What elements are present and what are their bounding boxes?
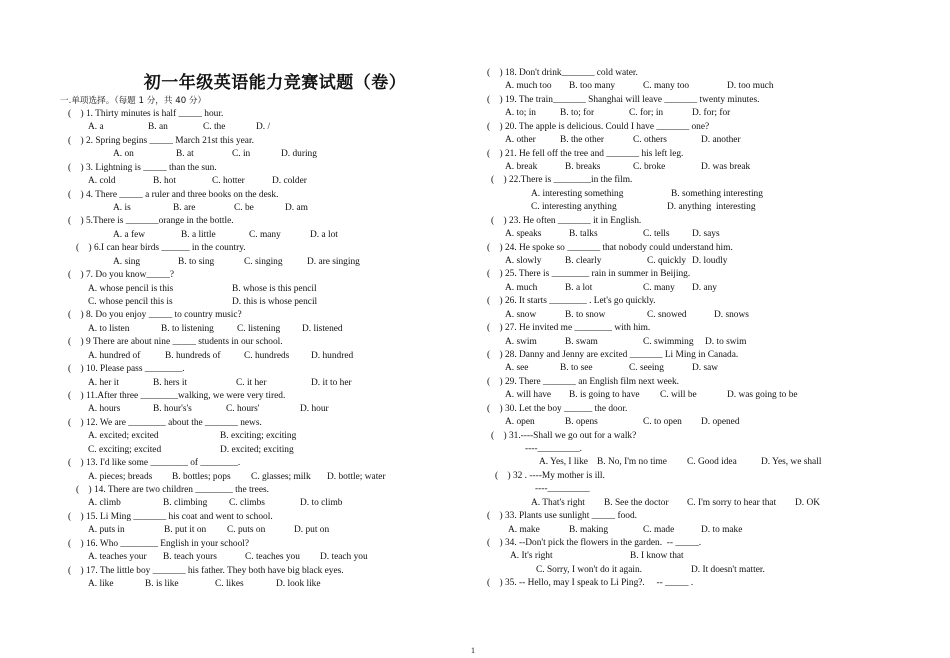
question-text: ( ) 27. He invited me ________ with him. [487,323,651,334]
question-text: ( ) 24. He spoke so _______ that nobody could understand him. [487,242,733,253]
answer-option: A. climb [88,498,121,509]
answer-option: C. hours' [226,404,260,415]
answer-option: B. a little [181,229,216,240]
question-text: ( ) 19. The train_______ Shanghai will leave _______ twenty minutes. [487,94,760,105]
answer-option: D. / [256,122,271,133]
answer-option: B. hundreds of [165,350,221,361]
answer-option: D. during [281,149,317,160]
answer-option: A. to; in [505,108,536,119]
answer-option: A. hundred of [88,350,141,361]
answer-option: D. bottle; water [327,471,386,482]
answer-option: A. a few [113,229,146,240]
question-text: ( ) 15. Li Ming _______ his coat and went to school. [68,511,273,522]
answer-option: C. quickly [647,256,687,267]
answer-option: A. puts in [88,525,125,536]
answer-option: D. am [285,203,308,213]
question-text: ( ) 5.There is _______orange in the bottle. [68,216,234,227]
answer-option: D. says [692,229,720,240]
answer-option: C. interesting anything [531,202,617,213]
question-text: ( ) 9 There are about nine _____ students in our school. [68,337,283,348]
answer-option: C. made [643,524,675,535]
answer-option: D. put on [294,525,330,536]
answer-option: B. is like [145,579,179,590]
question-text: ( ) 20. The apple is delicious. Could I have _______ one? [487,121,710,132]
question-text: ( ) 16. Who ________ English in your school? [68,538,250,549]
answer-option: C. likes [215,579,244,590]
answer-option: A. swim [505,336,537,347]
answer-option: D. Yes, we shall [761,457,822,468]
answer-option: A. slowly [505,256,542,267]
answer-option: D. hundred [311,350,354,361]
answer-option: C. whose pencil this is [88,297,173,308]
question-text: ( ) 25. There is ________ rain in summer in Beijing. [487,269,691,280]
answer-option: C. for; in [629,108,664,119]
answer-option: A. is [113,203,131,213]
answer-option: C. teaches you [245,552,300,563]
answer-option: C. singing [244,256,283,267]
answer-option: C. broke [633,162,666,172]
answer-option: B. clearly [565,256,602,267]
question-text: ( ) 10. Please pass ________. [68,364,185,375]
question-text: ( ) 23. He often _______ it in English. [491,215,642,226]
question-text: ( ) 21. He fell off the tree and _______ his left leg. [487,148,684,159]
answer-option: C. it her [236,377,267,388]
answer-option: B. the other [560,135,605,146]
question-text: ( ) 2. Spring begins _____ March 21st this year. [68,135,254,146]
answer-option: C. in [232,149,251,160]
answer-option: C. many too [643,81,690,92]
answer-option: A. will have [505,390,552,401]
answer-option: B. hot [153,176,176,187]
question-text: ( ) 17. The little boy _______ his father. They both have big black eyes. [68,565,344,576]
answer-option: B. to snow [565,309,606,320]
answer-option: A. Yes, I like [539,457,588,468]
answer-option: D. to climb [300,498,343,509]
question-text: ( ) 30. Let the boy ______ the door. [487,403,628,414]
answer-option: B. to sing [178,256,215,267]
answer-option: D. any [692,282,717,293]
answer-option: B. too many [569,81,616,92]
answer-option: C. exciting; excited [88,444,162,455]
question-text: ( ) 18. Don't drink_______ cold water. [487,68,638,78]
answer-option: D. listened [302,323,343,334]
answer-option: A. to listen [88,323,130,334]
answer-option: A. That's right [531,497,585,508]
answer-option: B. opens [565,417,598,428]
answer-option: A. sing [113,256,141,267]
question-text: ( ) 3. Lightning is _____ than the sun. [68,162,217,173]
answer-option: C. puts on [227,525,266,536]
answer-option: B. to listening [161,323,214,334]
answer-option: B. a lot [565,282,593,293]
question-text: ( ) 11.After three ________walking, we were very tired. [68,391,286,402]
answer-option: D. snows [714,309,749,320]
answer-option: D. It doesn't matter. [691,564,765,575]
question-text: ( ) 6.I can hear birds ______ in the country. [76,243,246,254]
answer-option: B. hour's's [153,404,192,415]
question-text: ( ) 29. There _______ an English film next week. [487,376,679,387]
answer-option: B. talks [569,229,598,240]
answer-option: A. much [505,282,538,293]
answer-option: C. Good idea [687,457,737,468]
question-text: ( ) 14. There are two children ________ the trees. [76,485,269,496]
answer-option: B. bottles; pops [172,471,231,482]
question-text: ( ) 22.There is ________in the film. [491,175,633,186]
section-heading: 一.单项选择。（每题 1 分，共 40 分） [60,96,207,106]
answer-option: A. It's right [510,551,553,562]
question-text: ( ) 13. I'd like some ________ of ________. [68,458,241,469]
answer-option: B. put it on [164,525,207,536]
answer-option: B. at [176,149,194,160]
answer-option: D. a lot [310,229,338,240]
answer-option: B. is going to have [569,390,640,401]
answer-option: B. whose is this pencil [232,283,317,294]
answer-option: D. too much [727,81,774,92]
answer-option: A. cold [88,176,116,187]
answer-option: C. many [643,282,675,293]
answer-option: A. teaches your [88,552,147,563]
answer-option: C. snowed [647,309,687,320]
question-text: ( ) 35. -- Hello, may I speak to Li Ping?. -- _____ . [487,578,694,589]
question-text: ( ) 4. There _____ a ruler and three books on the desk. [68,189,279,200]
question-text: ( ) 26. It starts ________ . Let's go quickly. [487,296,656,307]
answer-option: C. climbs [229,498,265,509]
answer-option: B. No, I'm no time [597,457,667,468]
page-number: 1 [471,646,475,655]
answer-option: D. for; for [692,108,731,119]
answer-option: B. See the doctor [604,497,669,508]
answer-option: A. break [505,162,538,172]
answer-option: D. it to her [311,377,352,388]
answer-option: A. other [505,135,536,146]
answer-option: C. the [203,122,226,133]
exam-title: 初一年级英语能力竞赛试题（卷） [143,73,407,93]
answer-option: C. tells [643,229,670,240]
answer-option: D. to swim [705,336,747,347]
answer-option: A. hours [88,404,121,415]
answer-option: D. loudly [692,256,728,267]
answer-option: A. much too [505,81,552,92]
answer-option: B. hers it [153,377,188,388]
answer-option: B. teach yours [163,552,217,563]
answer-option: A. open [505,417,535,428]
answer-option: B. making [569,524,609,535]
question-text: ( ) 34. --Don't pick the flowers in the garden. -- _____. [487,538,702,549]
answer-option: A. speaks [505,229,542,240]
answer-option: A. see [505,363,529,374]
answer-option: B. are [173,203,196,213]
answer-option: D. was going to be [727,390,798,401]
answer-option: A. snow [505,309,537,320]
answer-option: D. excited; exciting [220,444,294,455]
answer-option: D. hour [300,404,329,415]
answer-option: D. was break [701,162,751,172]
answer-option: C. listening [237,323,281,334]
answer-option: B. to see [560,363,593,374]
question-text: ( ) 1. Thirty minutes is half _____ hour. [68,109,224,119]
answer-option: C. hundreds [244,350,290,361]
answer-option: C. seeing [629,363,664,374]
answer-option: A. pieces; breads [88,471,153,482]
answer-option: ----_________ [535,484,590,495]
question-text: ( ) 28. Danny and Jenny are excited _______ Li Ming in Canada. [487,350,739,361]
answer-option: C. glasses; milk [251,471,311,482]
answer-option: A. her it [88,377,119,388]
answer-option: D. opened [701,417,740,428]
question-text: ( ) 31.----Shall we go out for a walk? [491,430,637,441]
answer-option: B. an [148,122,168,133]
answer-option: B. exciting; exciting [220,431,297,442]
answer-option: C. many [249,229,281,240]
question-text: ( ) 32 . ----My mother is ill. [495,470,605,481]
answer-option: B. swam [565,336,598,347]
answer-option: B. climbing [163,498,208,509]
question-text: ( ) 7. Do you know_____? [68,270,174,281]
answer-option: D. another [701,135,741,146]
answer-option: C. I'm sorry to hear that [687,497,777,508]
answer-option: D. look like [276,579,321,590]
answer-option: B. I know that [630,551,684,562]
answer-option: A. interesting something [531,188,624,199]
answer-option: B. to; for [560,108,595,119]
answer-option: D. to make [701,524,743,535]
answer-option: B. something interesting [671,188,763,199]
answer-option: D. OK [795,497,820,508]
question-text: ( ) 8. Do you enjoy _____ to country music? [68,310,242,321]
answer-option: A. a [88,122,104,133]
answer-option: C. to open [643,417,682,428]
answer-option: B. breaks [565,162,601,172]
answer-option: A. make [508,524,540,535]
answer-option: C. others [633,135,667,146]
answer-option: D. are singing [307,256,360,267]
answer-option: C. swimming [643,336,694,347]
answer-option: D. teach you [320,552,368,563]
answer-option: C. be [234,203,254,213]
answer-option: A. like [88,579,114,590]
answer-option: A. on [113,149,134,160]
answer-option: A. whose pencil is this [88,283,174,294]
answer-option: ----_________. [525,444,583,455]
answer-option: D. colder [272,176,307,187]
answer-option: D. this is whose pencil [232,297,318,308]
answer-option: C. hotter [212,176,245,187]
question-text: ( ) 33. Plants use sunlight _____ food. [487,511,637,522]
answer-option: D. saw [692,363,719,374]
answer-option: D. anything interesting [667,202,756,213]
answer-option: C. Sorry, I won't do it again. [536,564,643,575]
answer-option: A. excited; excited [88,431,159,442]
question-text: ( ) 12. We are ________ about the _______ news. [68,417,262,428]
answer-option: C. will be [660,390,697,401]
